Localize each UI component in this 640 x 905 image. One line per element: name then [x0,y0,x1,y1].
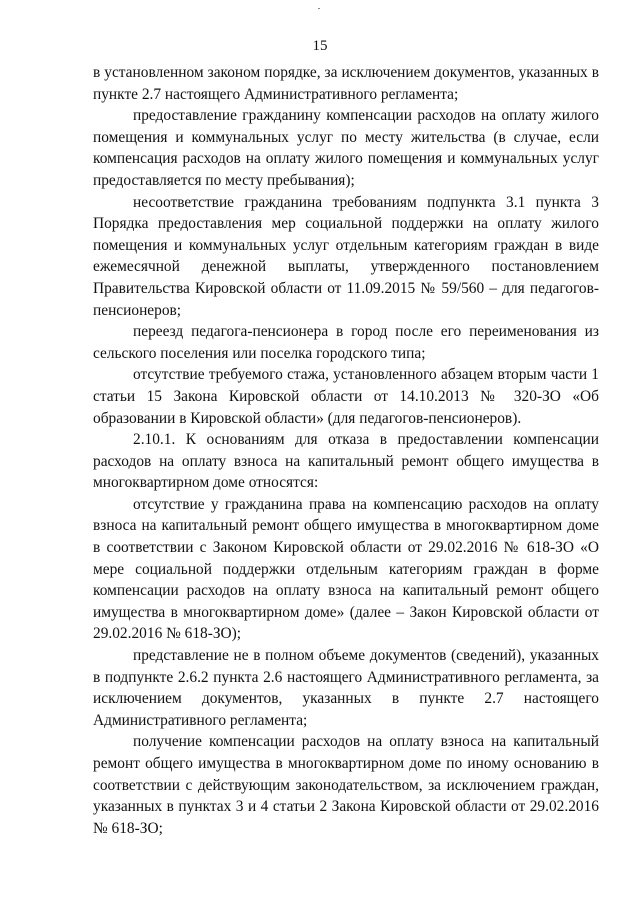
paragraph: отсутствие у гражданина права на компенсацию расходов на оплату взноса на капитальный ремонт общего имущества в многоквартирном доме в соответствии с Законом Кировской области от 29.02.2016 № 618-ЗО «О мере социальной поддержки отдельным категориям граждан в форме компенсации расходов на оплату взноса на капитальный ремонт общего имущества в многоквартирном доме» (далее – Закон Кировской области от 29.02.2016 № 618-ЗО); [93,495,599,643]
page-number: 15 [312,38,328,54]
paragraph: отсутствие требуемого стажа, установленного абзацем вторым части 1 статьи 15 Закона Кировской области от 14.10.2013 № 320-ЗО «Об образовании в Кировской области» (для педагогов-пенсионеров). [93,366,599,427]
scan-mark [318,8,320,9]
paragraph: представление не в полном объеме документов (сведений), указанных в подпункте 2.6.2 пункта 2.6 настоящего Административного регламента, за исключением документов, указанных в пункте 2.7 настоящего Административного регламента; [93,647,599,729]
body-text [93,62,599,839]
paragraph: 2.10.1. К основаниям для отказа в предоставлении компенсации расходов на оплату взноса на капитальный ремонт общего имущества в многоквартирном доме относятся: [93,431,599,492]
paragraph: несоответствие гражданина требованиям подпункта 3.1 пункта 3 Порядка предоставления мер социальной поддержки на оплату жилого помещения и коммунальных услуг отдельным категориям граждан в виде ежемесячной денежной выплаты, утвержденного постановлением Правительства Кировской области от 11.09.2015 № 59/560 – для педагогов-пенсионеров; [93,193,599,319]
paragraph: получение компенсации расходов на оплату взноса на капитальный ремонт общего имущества в многоквартирном доме по иному основанию в соответствии с действующим законодательством, за исключением граждан, указанных в пунктах 3 и 4 статьи 2 Закона Кировской области от 29.02.2016 № 618-ЗО; [93,733,599,837]
paragraph: в установленном законом порядке, за исключением документов, указанных в пункте 2.7 настоящего Административного регламента; [93,64,599,103]
paragraph: переезд педагога-пенсионера в город после его переименования из сельского поселения или поселка городского типа; [93,323,599,362]
paragraph: предоставление гражданину компенсации расходов на оплату жилого помещения и коммунальных услуг по месту жительства (в случае, если компенсация расходов на оплату жилого помещения и коммунальных услуг предоставляется по месту пребывания); [93,107,599,189]
